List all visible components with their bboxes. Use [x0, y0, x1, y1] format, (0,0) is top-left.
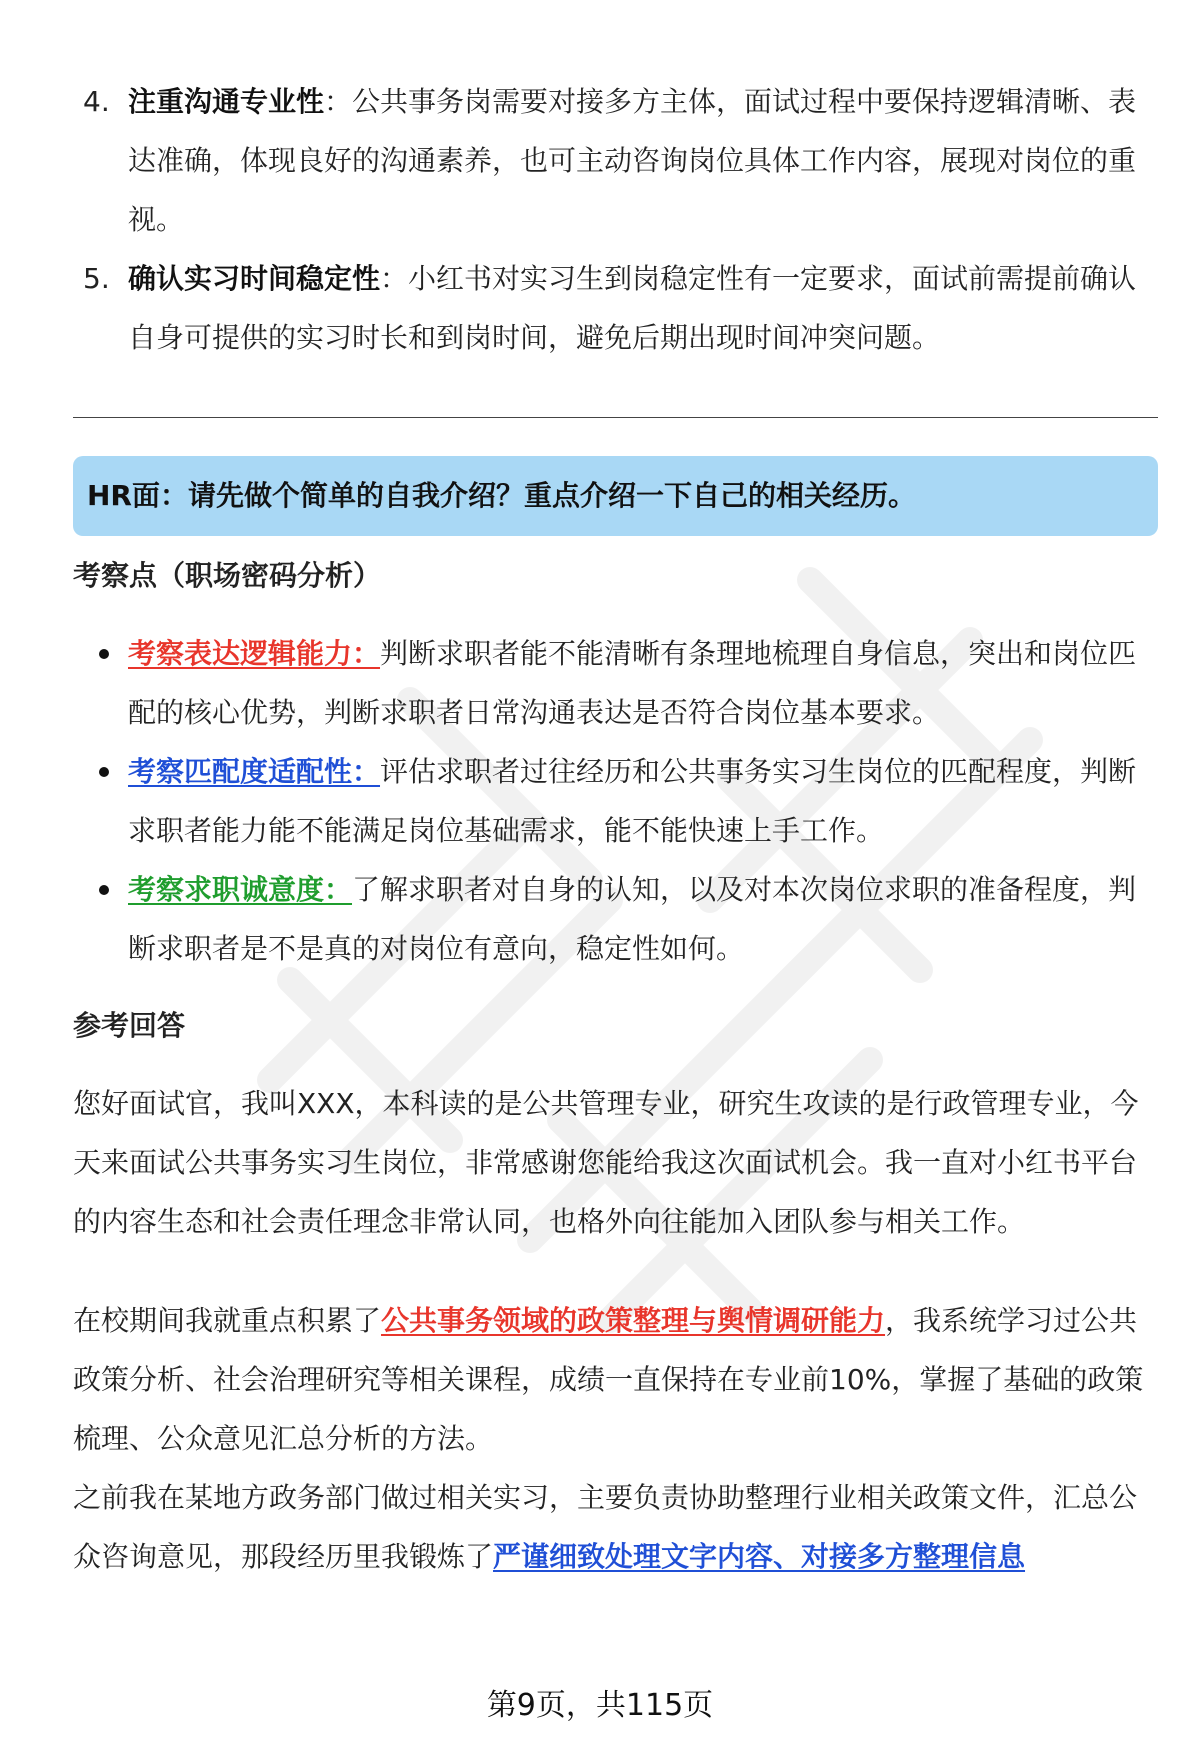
exam-points-list	[73, 624, 1158, 978]
main-content	[73, 72, 1158, 1586]
section-title-exam-points: 考察点（职场密码分析）	[73, 559, 382, 592]
answer-paragraph-2	[73, 1291, 1158, 1468]
question-banner: HR面：请先做个简单的自我介绍？重点介绍一下自己的相关经历。	[73, 456, 1158, 536]
bullet-text: 判断求职者能不能清晰有条理地梳理自身信息，突出和岗位匹配的核心优势，判断求职者日常沟通表达是否符合岗位基本要求。	[128, 637, 1137, 729]
page-footer: 第9页，共115页	[486, 1688, 714, 1723]
list-item	[73, 72, 1158, 249]
list-item-text: 小红书对实习生到岗稳定性有一定要求，面试前需提前确认自身可提供的实习时长和到岗时间，避免后期出现时间冲突问题。	[128, 262, 1137, 354]
answer-highlight: 公共事务领域的政策整理与舆情调研能力	[381, 1304, 886, 1337]
section-divider	[73, 417, 1158, 418]
bullet-dot-icon	[99, 885, 109, 895]
list-item	[73, 860, 1158, 978]
list-item-text: 公共事务岗需要对接多方主体，面试过程中要保持逻辑清晰、表达准确，体现良好的沟通素养，也可主动咨询岗位具体工作内容，展现对岗位的重视。	[128, 85, 1137, 236]
bullet-dot-icon	[99, 649, 109, 659]
answer-text: 之前我在某地方政务部门做过相关实习，主要负责协助整理行业相关政策文件，汇总公众咨询意见，那段经历里我锻炼了	[73, 1481, 1138, 1573]
bullet-key: 考察求职诚意度：	[128, 873, 353, 906]
list-number: 5.	[83, 262, 110, 295]
list-item-sep: ：	[324, 85, 353, 118]
list-number: 4.	[83, 85, 110, 118]
list-item	[73, 742, 1158, 860]
answer-paragraph-3	[73, 1468, 1158, 1586]
bullet-key: 考察匹配度适配性：	[128, 755, 381, 788]
answer-paragraph-1: 您好面试官，我叫XXX，本科读的是公共管理专业，研究生攻读的是行政管理专业，今天来面试公共事务实习生岗位，非常感谢您能给我这次面试机会。我一直对小红书平台的内容生态和社会责任理念非常认同，也格外向往能加入团队参与相关工作。	[73, 1087, 1139, 1238]
bullet-key: 考察表达逻辑能力：	[128, 637, 381, 670]
bullet-text: 评估求职者过往经历和公共事务实习生岗位的匹配程度，判断求职者能力能不能满足岗位基础需求，能不能快速上手工作。	[128, 755, 1137, 847]
list-item	[73, 624, 1158, 742]
bullet-dot-icon	[99, 767, 109, 777]
bullet-text: 了解求职者对自身的认知，以及对本次岗位求职的准备程度，判断求职者是不是真的对岗位有意向，稳定性如何。	[128, 873, 1137, 965]
list-item-title: 确认实习时间稳定性	[128, 262, 381, 295]
answer-text: ，我系统学习过公共政策分析、社会治理研究等相关课程，成绩一直保持在专业前10%，掌握了基础的政策梳理、公众意见汇总分析的方法。	[73, 1304, 1144, 1455]
answer-text: 在校期间我就重点积累了	[73, 1304, 382, 1337]
section-title-reference-answer: 参考回答	[73, 1009, 186, 1042]
list-item-sep: ：	[380, 262, 409, 295]
list-item	[73, 249, 1158, 367]
answer-highlight: 严谨细致处理文字内容、对接多方整理信息	[493, 1540, 1026, 1573]
list-item-title: 注重沟通专业性	[128, 85, 325, 118]
